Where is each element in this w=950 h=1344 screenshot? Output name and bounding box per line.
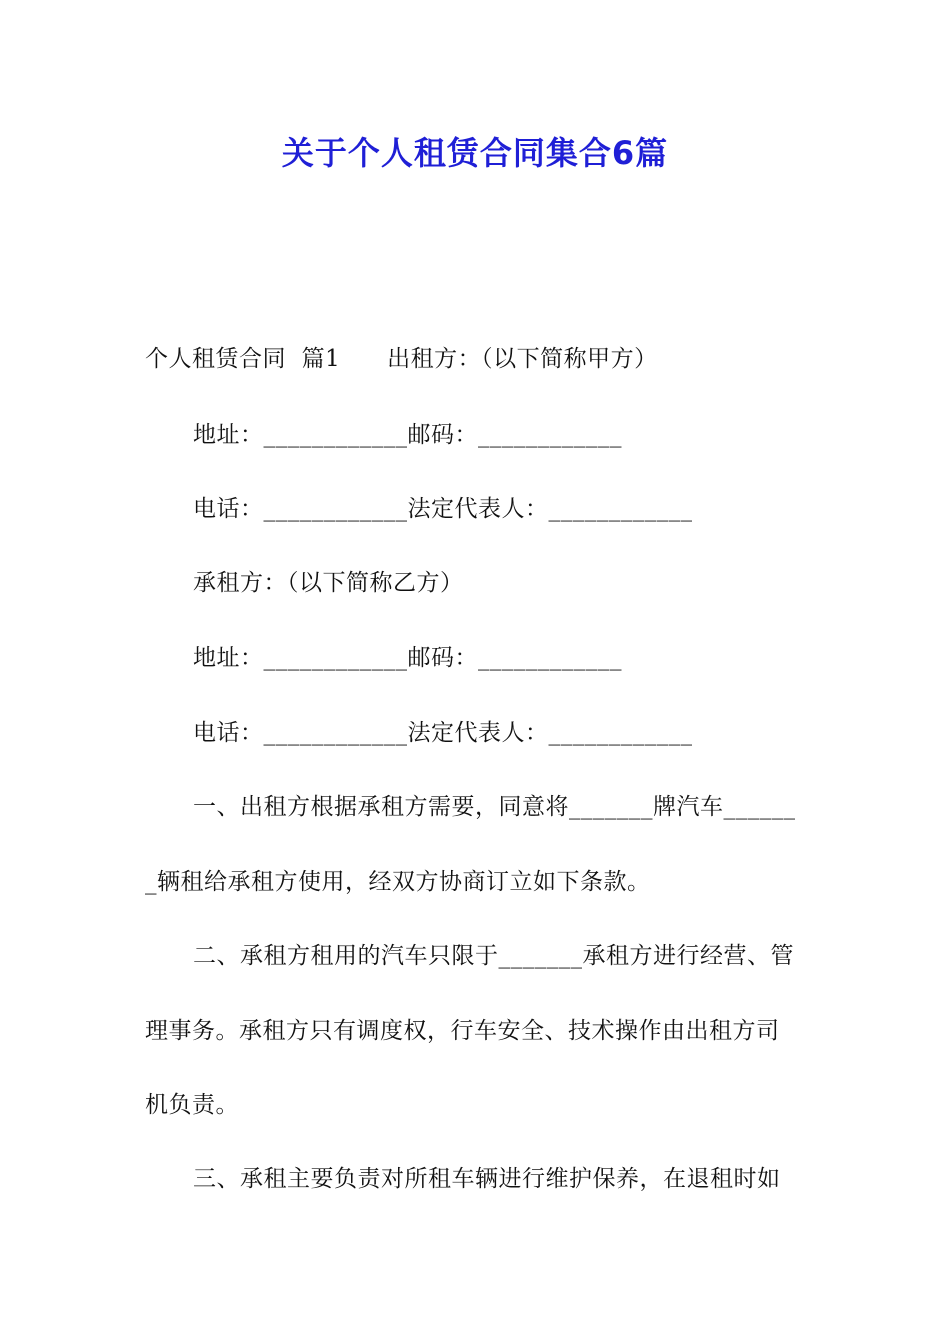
paragraph-line: 地址：____________邮码：____________ — [193, 422, 622, 448]
paragraph-line: 个人租赁合同 篇1 出租方：（以下简称甲方） — [145, 346, 658, 372]
paragraph-line: 三、承租主要负责对所租车辆进行维护保养，在退租时如 — [193, 1166, 781, 1192]
paragraph-line: 电话：____________法定代表人：____________ — [193, 720, 693, 746]
paragraph-line: 二、承租方租用的汽车只限于_______承租方进行经营、管 — [193, 943, 794, 969]
paragraph-line: 机负责。 — [145, 1092, 239, 1118]
paragraph-line: 承租方：（以下简称乙方） — [193, 570, 464, 596]
paragraph-line: _辆租给承租方使用，经双方协商订立如下条款。 — [145, 869, 651, 895]
paragraph-line: 地址：____________邮码：____________ — [193, 645, 622, 671]
document-title: 关于个人租赁合同集合6篇 — [281, 134, 669, 172]
paragraph-line: 理事务。承租方只有调度权，行车安全、技术操作由出租方司 — [145, 1018, 780, 1044]
paragraph-line: 一、出租方根据承租方需要，同意将_______牌汽车______ — [193, 794, 796, 820]
paragraph-line: 电话：____________法定代表人：____________ — [193, 496, 693, 522]
